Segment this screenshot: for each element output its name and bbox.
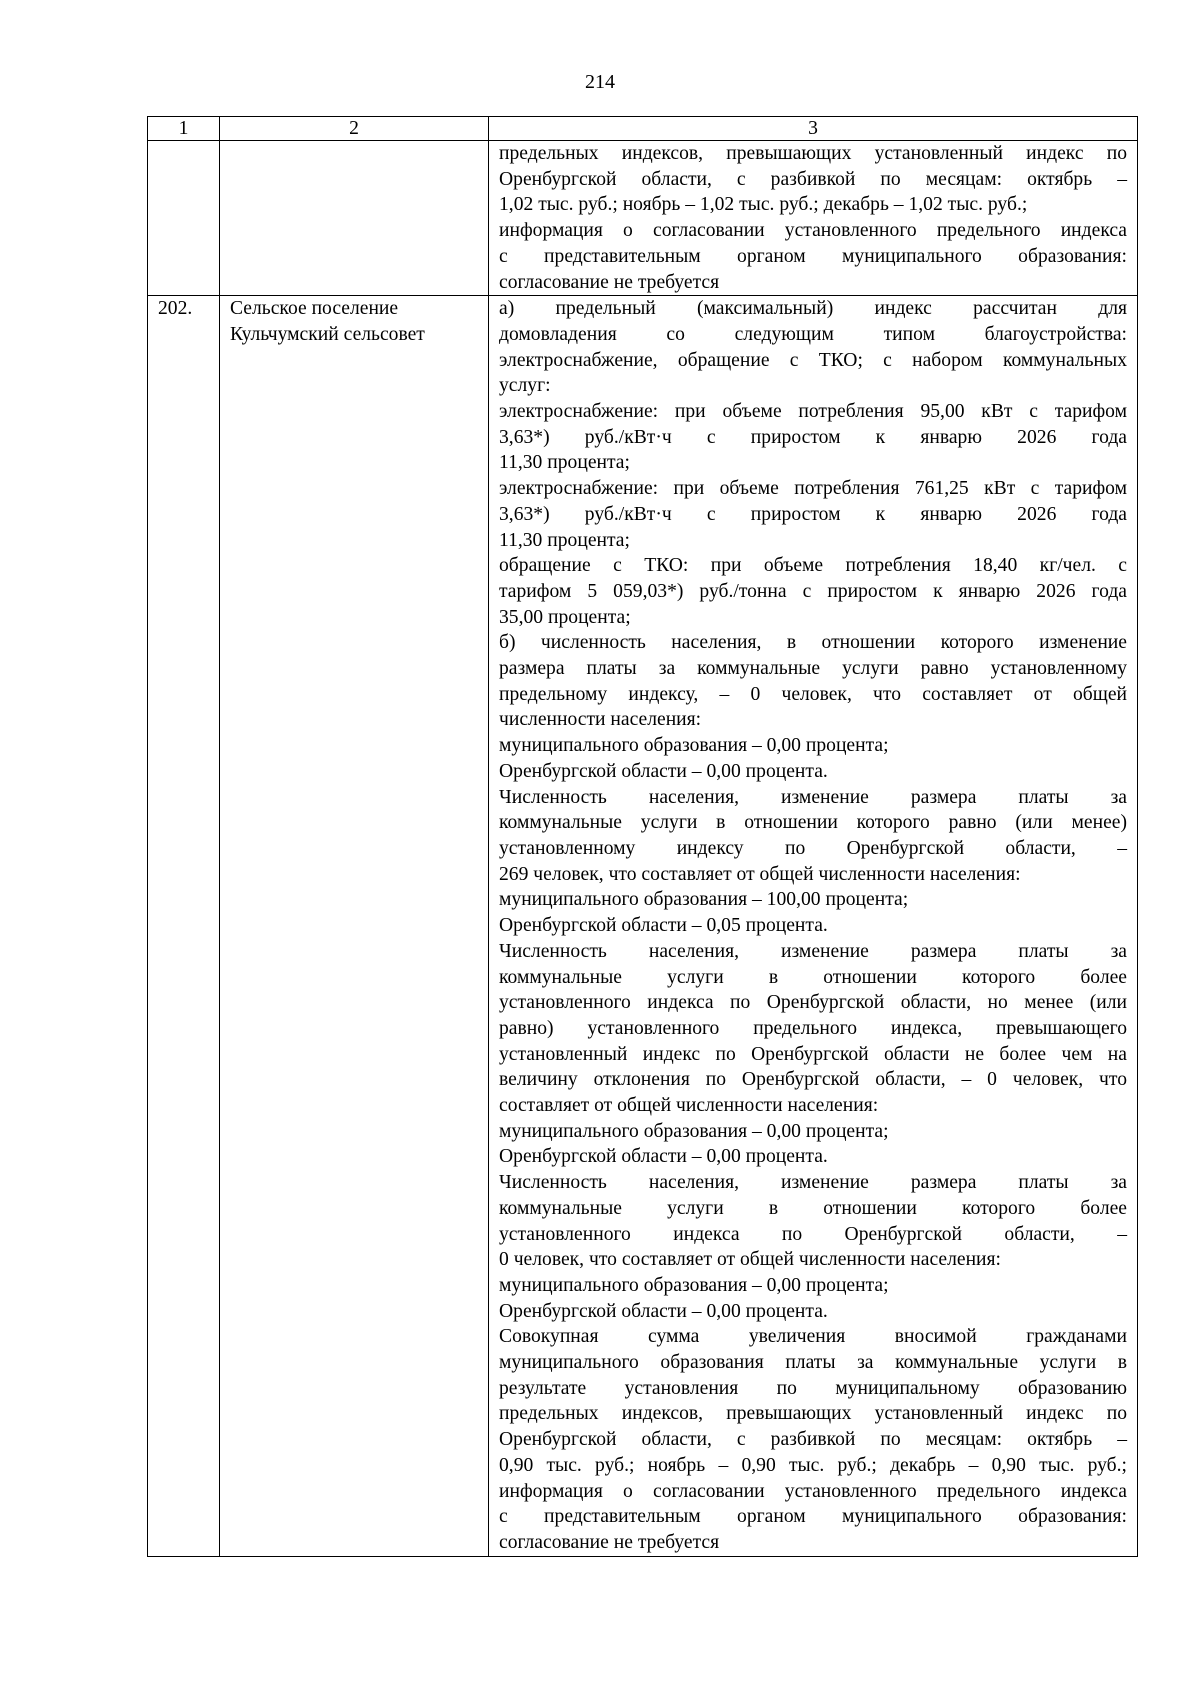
- text-line: предельных индексов, превышающих установленный индекс по: [499, 1403, 1127, 1425]
- text-line: а) предельный (максимальный) индекс рассчитан для: [499, 298, 1127, 320]
- text-line: муниципального образования – 100,00 процента;: [499, 889, 909, 911]
- text-line: Оренбургской области, с разбивкой по месяцам: октябрь –: [499, 168, 1127, 190]
- text-line: установленного индекса по Оренбургской области, –: [499, 1223, 1127, 1245]
- text-line: численности населения:: [499, 709, 702, 731]
- text-line: составляет от общей численности населения:: [499, 1095, 879, 1117]
- text-line: 11,30 процента;: [499, 452, 630, 474]
- text-line: 0 человек, что составляет от общей численности населения:: [499, 1249, 1002, 1271]
- row-number-cell: 202.: [148, 296, 220, 1556]
- text-line: обращение с ТКО: при объеме потребления 18,40 кг/чел. с: [499, 555, 1127, 577]
- continuation-text-cell: [489, 141, 1138, 296]
- text-line: Оренбургской области, с разбивкой по месяцам: октябрь –: [499, 1429, 1127, 1451]
- table-header-row: [148, 117, 1138, 141]
- text-line: Оренбургской области – 0,00 процента.: [499, 1146, 828, 1168]
- text-line: установленный индекс по Оренбургской области не более чем на: [499, 1043, 1127, 1065]
- column-header-1: 1: [148, 117, 220, 141]
- text-line: муниципального образования – 0,00 процента;: [499, 1120, 889, 1142]
- text-line: 11,30 процента;: [499, 529, 630, 551]
- text-line: Оренбургской области – 0,00 процента.: [499, 1300, 828, 1322]
- text-line: информация о согласовании установленного предельного индекса: [499, 220, 1127, 242]
- text-line: услуг:: [499, 375, 551, 397]
- text-line: Численность населения, изменение размера платы за: [499, 1172, 1127, 1194]
- text-line: б) численность населения, в отношении которого изменение: [499, 632, 1127, 654]
- text-line: установленному индексу по Оренбургской области, –: [499, 837, 1127, 859]
- row-text-cell: [489, 296, 1138, 1556]
- text-line: 3,63*) руб./кВт·ч с приростом к январю 2026 года: [499, 426, 1127, 448]
- text-line: результате установления по муниципальному образованию: [499, 1377, 1127, 1399]
- document-table: [147, 116, 1138, 1557]
- text-line: Численность населения, изменение размера платы за: [499, 786, 1127, 808]
- text-line: предельному индексу, – 0 человек, что составляет от общей: [499, 683, 1127, 705]
- table-row-202: [148, 296, 1138, 1556]
- text-line: электроснабжение, обращение с ТКО; с набором коммунальных: [499, 349, 1127, 371]
- text-line: Численность населения, изменение размера платы за: [499, 940, 1127, 962]
- text-line: 1,02 тыс. руб.; ноябрь – 1,02 тыс. руб.; декабрь – 1,02 тыс. руб.;: [499, 194, 1028, 216]
- text-line: величину отклонения по Оренбургской области, – 0 человек, что: [499, 1069, 1127, 1091]
- text-line: Оренбургской области – 0,00 процента.: [499, 760, 828, 782]
- text-line: информация о согласовании установленного предельного индекса: [499, 1480, 1127, 1502]
- continuation-number-cell: [148, 141, 220, 296]
- text-line: муниципального образования платы за коммунальные услуги в: [499, 1352, 1127, 1374]
- text-line: согласование не требуется: [499, 1531, 720, 1553]
- text-line: коммунальные услуги в отношении которого равно (или менее): [499, 812, 1127, 834]
- text-line: равно) установленного предельного индекса, превышающего: [499, 1017, 1127, 1039]
- text-line: Оренбургской области – 0,05 процента.: [499, 915, 828, 937]
- text-line: 0,90 тыс. руб.; ноябрь – 0,90 тыс. руб.; декабрь – 0,90 тыс. руб.;: [499, 1454, 1127, 1476]
- text-line: электроснабжение: при объеме потребления 95,00 кВт с тарифом: [499, 401, 1127, 423]
- text-line: 269 человек, что составляет от общей численности населения:: [499, 863, 1021, 885]
- text-line: муниципального образования – 0,00 процента;: [499, 1274, 889, 1296]
- text-line: Совокупная сумма увеличения вносимой гражданами: [499, 1326, 1127, 1348]
- continuation-name-cell: [220, 141, 489, 296]
- text-line: домовладения со следующим типом благоустройства:: [499, 323, 1127, 345]
- text-line: 3,63*) руб./кВт·ч с приростом к январю 2026 года: [499, 503, 1127, 525]
- municipality-name-line: Сельское поселение: [230, 298, 399, 320]
- text-line: 35,00 процента;: [499, 606, 631, 628]
- text-line: тарифом 5 059,03*) руб./тонна с приростом к январю 2026 года: [499, 580, 1127, 602]
- page-number: 214: [585, 71, 615, 93]
- text-line: установленного индекса по Оренбургской области, но менее (или: [499, 992, 1127, 1014]
- text-line: согласование не требуется: [499, 271, 720, 293]
- column-header-3: 3: [489, 117, 1138, 141]
- text-line: с представительным органом муниципального образования:: [499, 245, 1127, 267]
- text-line: предельных индексов, превышающих установленный индекс по: [499, 143, 1127, 164]
- text-line: с представительным органом муниципального образования:: [499, 1506, 1127, 1528]
- table-row-continuation: [148, 141, 1138, 296]
- text-line: коммунальные услуги в отношении которого более: [499, 1197, 1127, 1219]
- municipality-name-line: Кульчумский сельсовет: [230, 323, 425, 345]
- text-line: муниципального образования – 0,00 процента;: [499, 735, 889, 757]
- text-line: электроснабжение: при объеме потребления 761,25 кВт с тарифом: [499, 478, 1127, 500]
- text-line: размера платы за коммунальные услуги равно установленному: [499, 658, 1127, 680]
- municipality-name-cell: [220, 296, 489, 1556]
- text-line: коммунальные услуги в отношении которого более: [499, 966, 1127, 988]
- column-header-2: 2: [220, 117, 489, 141]
